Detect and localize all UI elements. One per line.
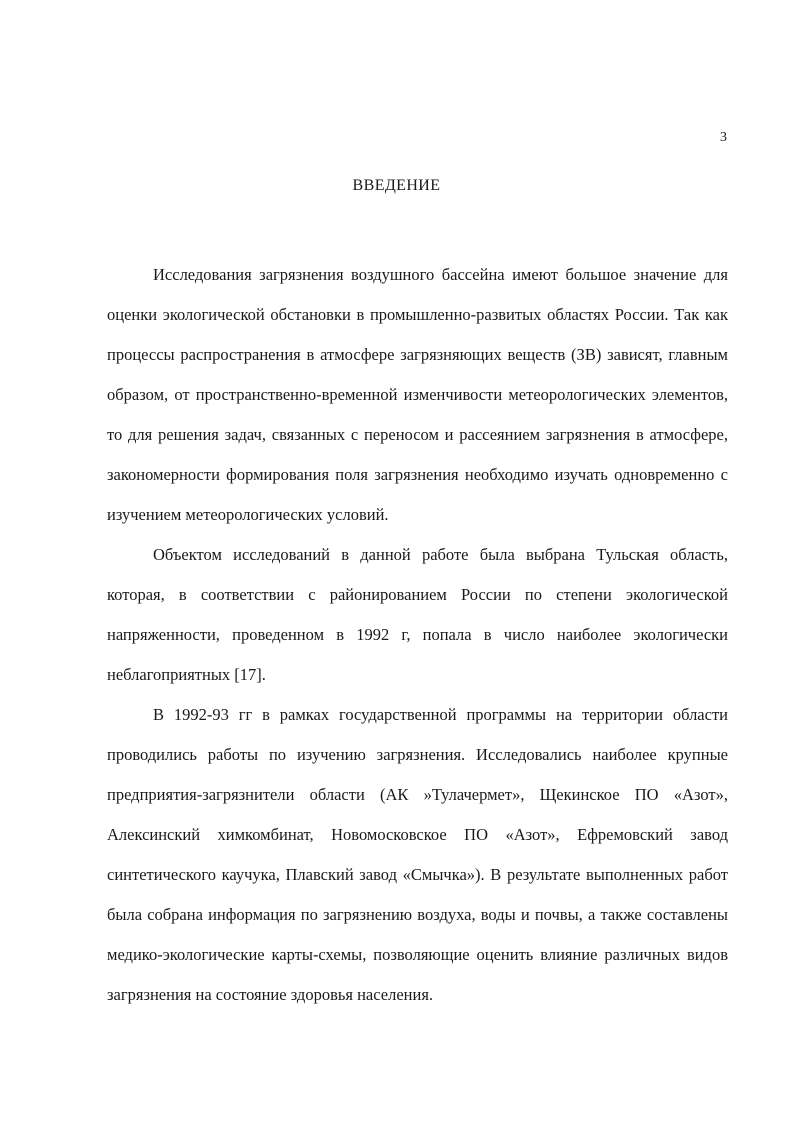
paragraph-object: Объектом исследований в данной работе была выбрана Тульская область, которая, в соответствии с районированием России по степени экологической напряженности, проведенном в 1992 г, попала в число наиболее экологически неблагоприятных [17]. xyxy=(107,545,728,684)
body-text xyxy=(107,255,728,1015)
page-number: 3 xyxy=(720,130,727,145)
paragraph-intro: Исследования загрязнения воздушного бассейна имеют большое значение для оценки экологической обстановки в промышленно-развитых областях России. Так как процессы распространения в атмосфере загрязняющих веществ (ЗВ) зависят, главным образом, от пространственно-временной изменчивости метеорологических элементов, то для решения задач, связанных с переносом и рассеянием загрязнения в атмосфере, закономерности формирования поля загрязнения необходимо изучать одновременно с изучением метеорологических условий. xyxy=(107,265,728,524)
section-heading: ВВЕДЕНИЕ xyxy=(352,177,441,194)
paragraph-research: В 1992-93 гг в рамках государственной программы на территории области проводились работы по изучению загрязнения. Исследовались наиболее крупные предприятия-загрязнители области (АК »Тулачермет», Щекинское ПО «Азот», Алексинский химкомбинат, Новомосковское ПО «Азот», Ефремовский завод синтетического каучука, Плавский завод «Смычка»). В результате выполненных работ была собрана информация по загрязнению воздуха, воды и почвы, а также составлены медико-экологические карты-схемы, позволяющие оценить влияние различных видов загрязнения на состояние здоровья населения. xyxy=(107,705,728,1004)
